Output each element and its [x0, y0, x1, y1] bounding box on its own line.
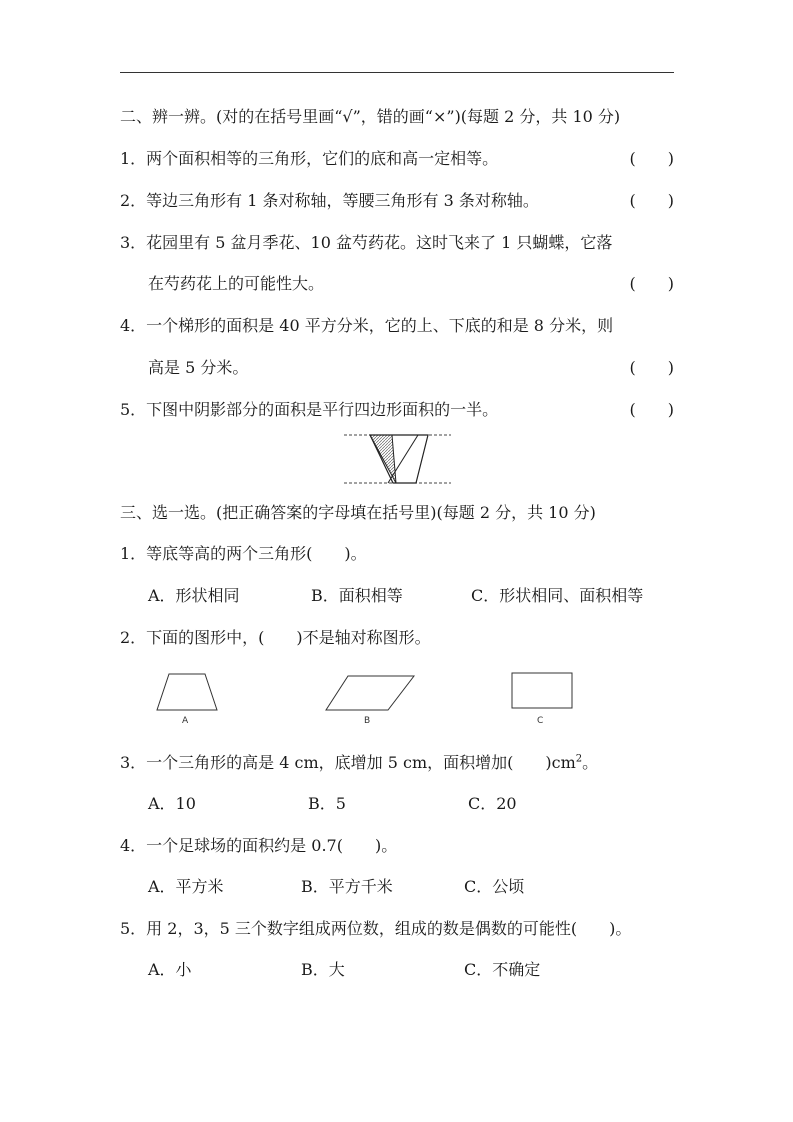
s2-q4-line2: 高是 5 分米。: [148, 358, 249, 377]
shape-label-c: C: [537, 716, 544, 726]
s3-q3-option-b[interactable]: B．5: [308, 794, 346, 813]
answer-paren-3[interactable]: ( ): [629, 274, 674, 293]
s3-q3-options: [148, 791, 674, 817]
s3-q4-options: [148, 874, 674, 900]
parallelogram-figure: [322, 670, 418, 714]
s2-question-4-cont: [148, 355, 674, 381]
s3-q3-option-a[interactable]: A．10: [148, 794, 196, 813]
answer-paren-4[interactable]: ( ): [629, 358, 674, 377]
shape-label-b: B: [364, 716, 371, 726]
s3-q3-option-c[interactable]: C．20: [468, 794, 517, 813]
s3-q3-superscript: 2: [575, 753, 583, 765]
trapezoid-figure: [152, 670, 222, 714]
s3-q1-option-a[interactable]: A．形状相同: [148, 586, 240, 605]
s2-q3-line1: 3．花园里有 5 盆月季花、10 盆芍药花。这时飞来了 1 只蝴蝶，它落: [120, 233, 613, 252]
s3-q1-option-b[interactable]: B．面积相等: [311, 586, 403, 605]
s3-q5-option-c[interactable]: C．不确定: [464, 960, 541, 979]
s2-q1-text: 1．两个面积相等的三角形，它们的底和高一定相等。: [120, 149, 499, 168]
s3-q1-option-c[interactable]: C．形状相同、面积相等: [471, 586, 644, 605]
section2-heading: 二、辨一辨。(对的在括号里画“√”，错的画“×”)(每题 2 分，共 10 分): [120, 107, 621, 126]
header-rule: [120, 72, 674, 73]
s3-q5-option-a[interactable]: A．小: [148, 960, 192, 979]
answer-paren-1[interactable]: ( ): [629, 149, 674, 168]
s2-question-3-cont: [148, 271, 674, 297]
s3-q3-end: 。: [582, 753, 599, 772]
s2-q2-text: 2．等边三角形有 1 条对称轴，等腰三角形有 3 条对称轴。: [120, 191, 539, 210]
shape-label-a: A: [182, 716, 189, 726]
s3-q1-text: 1．等底等高的两个三角形( )。: [120, 544, 367, 563]
s3-q4-option-c[interactable]: C．公顷: [464, 877, 525, 896]
s2-q5-text: 5．下图中阴影部分的面积是平行四边形面积的一半。: [120, 400, 499, 419]
s3-q5-options: [148, 957, 674, 983]
s2-question-1: [120, 146, 674, 172]
s2-q4-line1: 4．一个梯形的面积是 40 平方分米，它的上、下底的和是 8 分米，则: [120, 316, 614, 335]
s3-q5-option-b[interactable]: B．大: [301, 960, 345, 979]
s3-q3-main: 3．一个三角形的高是 4 cm，底增加 5 cm，面积增加( )cm: [120, 753, 576, 772]
s2-question-5: [120, 397, 674, 423]
section3-heading: 三、选一选。(把正确答案的字母填在括号里)(每题 2 分，共 10 分): [120, 503, 596, 522]
s2-q3-line2: 在芍药花上的可能性大。: [148, 274, 325, 293]
s3-q4-option-b[interactable]: B．平方千米: [301, 877, 393, 896]
s3-q4-option-a[interactable]: A．平方米: [148, 877, 224, 896]
s3-q1-options: [148, 583, 674, 609]
answer-paren-5[interactable]: ( ): [629, 400, 674, 419]
rectangle-figure: [508, 670, 576, 714]
s3-q5-text: 5．用 2，3，5 三个数字组成两位数，组成的数是偶数的可能性( )。: [120, 919, 632, 938]
answer-paren-2[interactable]: ( ): [629, 191, 674, 210]
parallelogram-shaded-figure: [340, 428, 455, 490]
s3-q3-text: [120, 750, 674, 776]
s3-q2-text: 2．下面的图形中，( )不是轴对称图形。: [120, 628, 431, 647]
s2-question-2: [120, 188, 674, 214]
s3-q4-text: 4．一个足球场的面积约是 0.7( )。: [120, 836, 398, 855]
